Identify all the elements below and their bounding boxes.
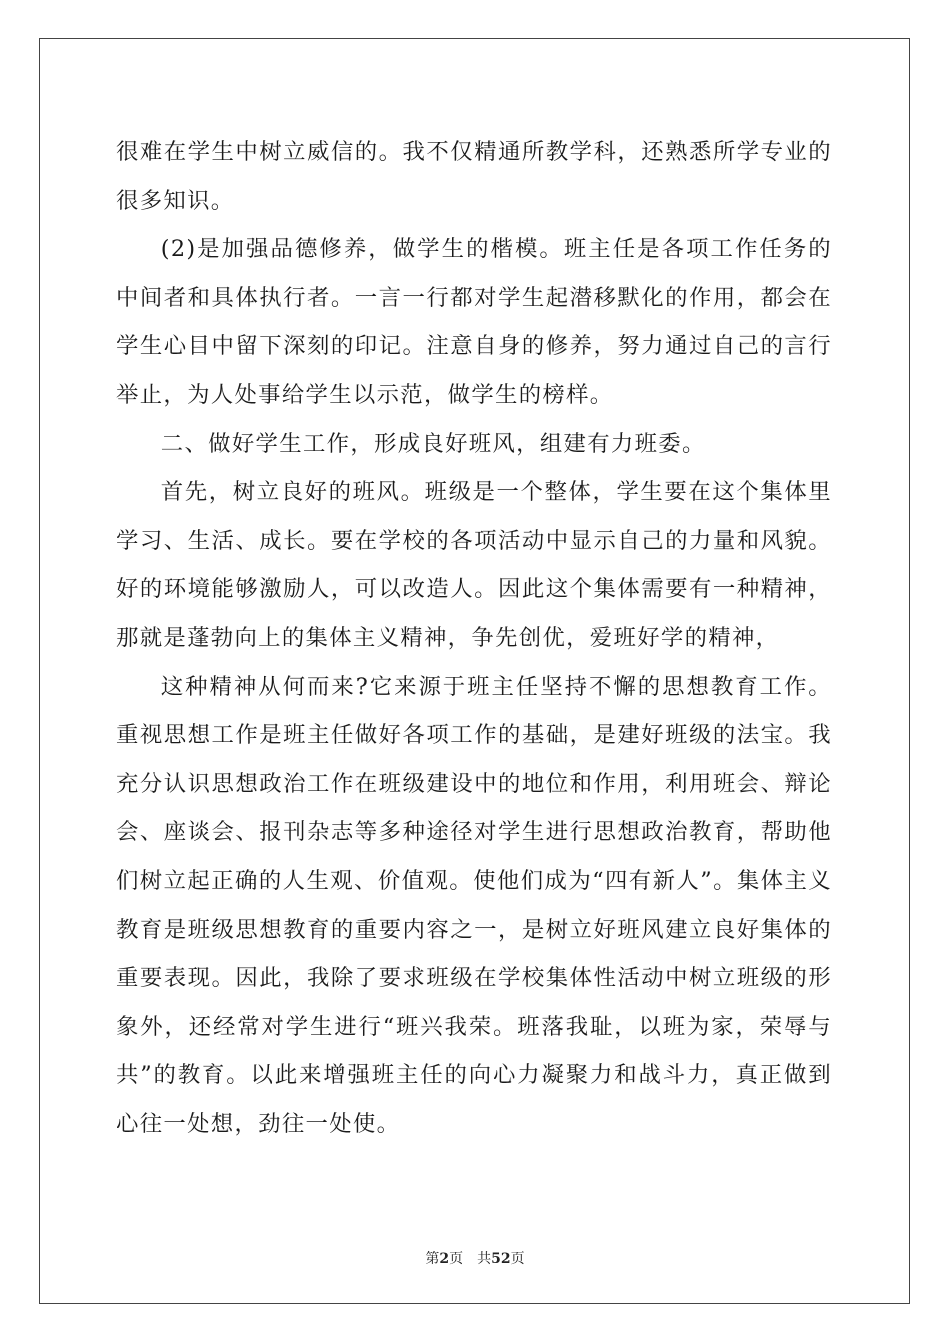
page-footer	[0, 1248, 950, 1268]
paragraph-3: 首先，树立良好的班风。班级是一个整体，学生要在这个集体里学习、生活、成长。要在学校的各项活动中显示自己的力量和风貌。好的环境能够激励人，可以改造人。因此这个集体需要有一种精神，那就是蓬勃向上的集体主义精神，争先创优，爱班好学的精神，	[116, 479, 832, 651]
document-body	[116, 128, 832, 1148]
total-label-suffix: 页	[510, 1251, 525, 1267]
paragraph-1: 很难在学生中树立威信的。我不仅精通所教学科，还熟悉所学专业的很多知识。	[116, 139, 832, 214]
page-label-suffix: 页	[449, 1251, 464, 1267]
paragraph-4: 这种精神从何而来?它来源于班主任坚持不懈的思想教育工作。重视思想工作是班主任做好各项工作的基础，是建好班级的法宝。我充分认识思想政治工作在班级建设中的地位和作用，利用班会、辩论会、座谈会、报刊杂志等多种途径对学生进行思想政治教育，帮助他们树立起正确的人生观、价值观。使他们成为“四有新人”。集体主义教育是班级思想教育的重要内容之一，是树立好班风建立良好集体的重要表现。因此，我除了要求班级在学校集体性活动中树立班级的形象外，还经常对学生进行“班兴我荣。班落我耻，以班为家，荣辱与共”的教育。以此来增强班主任的向心力凝聚力和战斗力，真正做到心往一处想，劲往一处使。	[116, 673, 832, 1137]
page-label-prefix: 第	[425, 1251, 440, 1267]
total-page-count: 52	[491, 1251, 511, 1267]
paragraph-2: (2)是加强品德修养，做学生的楷模。班主任是各项工作任务的中间者和具体执行者。一言一行都对学生起潜移默化的作用，都会在学生心目中留下深刻的印记。注意自身的修养，努力通过自己的言行举止，为人处事给学生以示范，做学生的榜样。	[116, 236, 832, 408]
total-label-prefix: 共	[477, 1251, 492, 1267]
section-heading: 二、做好学生工作，形成良好班风，组建有力班委。	[160, 430, 706, 457]
current-page-number: 2	[439, 1251, 450, 1267]
